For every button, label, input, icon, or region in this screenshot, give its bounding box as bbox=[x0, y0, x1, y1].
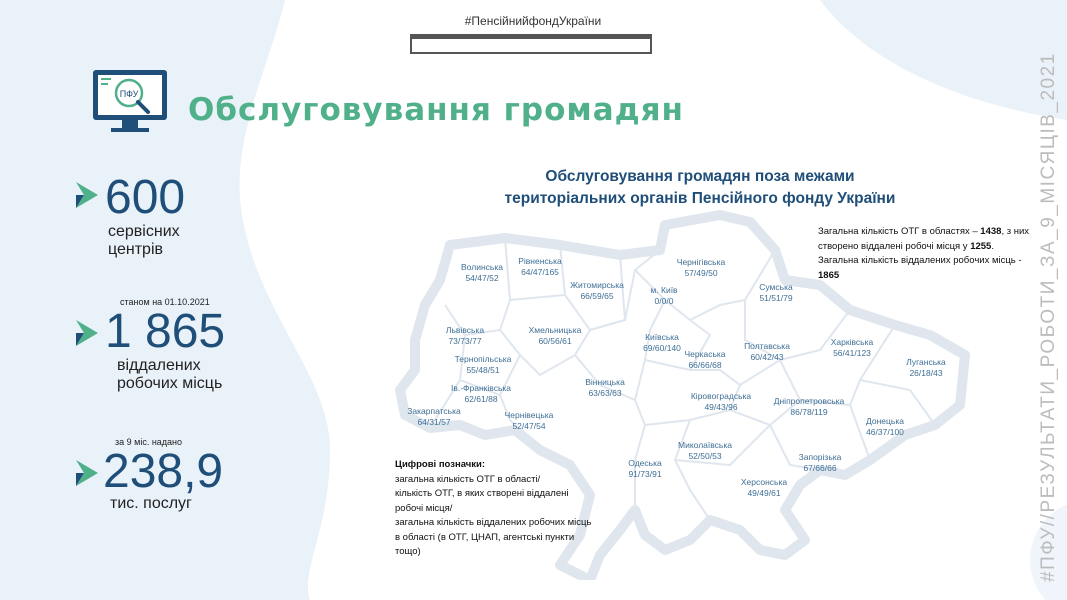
map-title-line: Обслуговування громадян поза межами bbox=[545, 168, 855, 185]
map-title bbox=[490, 166, 910, 210]
region-values: 49/49/61 bbox=[747, 487, 781, 498]
region-values: 63/63/63 bbox=[588, 387, 622, 398]
region-label bbox=[415, 325, 515, 346]
hashtag: #ПенсійнийфондУкраїни bbox=[464, 14, 602, 28]
stat-label: робочих місць bbox=[117, 375, 223, 392]
region-values: 54/47/52 bbox=[465, 272, 499, 283]
otg-total: 1438 bbox=[980, 226, 1002, 237]
region-name: м. Київ bbox=[650, 285, 678, 295]
info-text-part: . Загальна кількість віддалених робочих місць - bbox=[818, 240, 1022, 266]
region-values: 60/42/43 bbox=[750, 351, 784, 362]
region-name: Донецька bbox=[866, 416, 904, 426]
info-text bbox=[818, 225, 1033, 283]
region-values: 60/56/61 bbox=[538, 335, 572, 346]
region-values: 73/73/77 bbox=[448, 335, 482, 346]
region-values: 52/50/53 bbox=[688, 450, 722, 461]
region-label bbox=[555, 377, 655, 398]
region-name: Волинська bbox=[461, 262, 503, 272]
region-values: 26/18/43 bbox=[909, 367, 943, 378]
region-name: Київська bbox=[645, 332, 679, 342]
region-label bbox=[802, 337, 902, 358]
monitor-label: ПФУ bbox=[119, 89, 139, 99]
region-values: 86/78/119 bbox=[790, 406, 828, 417]
region-name: Львівська bbox=[445, 325, 485, 335]
region-name: Рівненська bbox=[518, 256, 562, 266]
region-name: Чернігівська bbox=[676, 257, 726, 267]
stat-note: за 9 міс. надано bbox=[115, 437, 183, 447]
chevron-right-icon bbox=[76, 318, 98, 348]
chevron-right-icon bbox=[76, 458, 98, 488]
map-title-line: територіальних органів Пенсійного фонду України bbox=[504, 190, 896, 207]
region-label bbox=[655, 349, 755, 370]
region-values: 49/43/96 bbox=[704, 401, 738, 412]
region-values: 91/73/91 bbox=[628, 468, 662, 479]
region-label bbox=[490, 256, 590, 277]
region-name: Харківська bbox=[830, 337, 874, 347]
header-bar bbox=[410, 34, 652, 54]
stat-value: 1 865 bbox=[105, 305, 226, 358]
region-values: 66/59/65 bbox=[580, 290, 614, 301]
info-text-part: , з них створено віддалені робочі місця у bbox=[818, 226, 1030, 252]
region-values: 0/0/0 bbox=[654, 295, 674, 306]
region-name: Закарпатська bbox=[407, 406, 461, 416]
region-label bbox=[595, 458, 695, 479]
region-name: Кіровоградська bbox=[690, 391, 752, 401]
region-values: 67/66/66 bbox=[803, 462, 837, 473]
region-label bbox=[876, 357, 976, 378]
region-name: Тернопільська bbox=[454, 354, 512, 364]
legend-line: загальна кількість віддалених робочих місць в області (в ОТГ, ЦНАП, агентські пункти тощо) bbox=[395, 517, 592, 557]
region-values: 62/61/88 bbox=[464, 393, 498, 404]
region-label bbox=[835, 416, 935, 437]
region-values: 69/60/140 bbox=[643, 342, 681, 353]
region-values: 57/49/50 bbox=[684, 267, 718, 278]
region-name: Ів.-Франківська bbox=[450, 383, 512, 393]
chevron-right-icon bbox=[76, 180, 98, 210]
region-label bbox=[431, 383, 531, 404]
region-values: 56/41/123 bbox=[833, 347, 871, 358]
legend bbox=[395, 458, 595, 560]
region-name: Черкаська bbox=[684, 349, 726, 359]
region-values: 52/47/54 bbox=[512, 420, 546, 431]
page-title: Обслуговування громадян bbox=[188, 92, 684, 128]
region-label bbox=[614, 285, 714, 306]
region-values: 55/48/51 bbox=[466, 364, 500, 375]
monitor-magnifier-icon bbox=[91, 68, 169, 138]
region-label bbox=[651, 257, 751, 278]
region-values: 66/66/68 bbox=[688, 359, 722, 370]
region-label bbox=[505, 325, 605, 346]
stat-label: віддалених bbox=[117, 357, 201, 374]
region-label bbox=[479, 410, 579, 431]
region-label bbox=[759, 396, 859, 417]
region-label bbox=[726, 282, 826, 303]
region-name: Одеська bbox=[628, 458, 662, 468]
legend-title: Цифрові позначки: bbox=[395, 459, 486, 470]
legend-line: загальна кількість ОТГ в області/ bbox=[395, 473, 541, 485]
region-name: Херсонська bbox=[740, 477, 788, 487]
region-name: Полтавська bbox=[744, 341, 790, 351]
stat-value: 238,9 bbox=[103, 445, 224, 498]
region-name: Луганська bbox=[906, 357, 946, 367]
region-name: Хмельницька bbox=[528, 325, 582, 335]
region-values: 64/47/165 bbox=[521, 266, 559, 277]
region-label bbox=[384, 406, 484, 427]
region-values: 64/31/57 bbox=[417, 416, 451, 427]
region-name: Миколаївська bbox=[678, 440, 732, 450]
workplaces-total: 1865 bbox=[818, 269, 840, 281]
region-label bbox=[714, 477, 814, 498]
legend-line: кількість ОТГ, в яких створені віддалені робочі місця/ bbox=[395, 488, 569, 514]
stat-label: тис. послуг bbox=[110, 495, 192, 512]
region-name: Житомирська bbox=[570, 280, 624, 290]
region-values: 46/37/100 bbox=[866, 426, 904, 437]
region-name: Вінницька bbox=[585, 377, 625, 387]
stat-label: центрів bbox=[108, 241, 163, 258]
region-values: 51/51/79 bbox=[759, 292, 793, 303]
vertical-hashtag: #ПФУ//РЕЗУЛЬТАТИ_РОБОТИ_ЗА_9_МІСЯЦІВ_2021 bbox=[1038, 52, 1059, 582]
region-name: Сумська bbox=[759, 282, 793, 292]
region-label bbox=[433, 354, 533, 375]
region-label bbox=[770, 452, 870, 473]
stat-note: станом на 01.10.2021 bbox=[120, 297, 210, 307]
otg-with-workplaces: 1255 bbox=[970, 240, 992, 252]
region-name: Запорізька bbox=[798, 452, 842, 462]
stat-value: 600 bbox=[105, 171, 186, 224]
region-name: Дніпропетровська bbox=[773, 396, 845, 406]
region-name: Чернівецька bbox=[504, 410, 554, 420]
stat-label: сервісних bbox=[108, 223, 180, 240]
region-label bbox=[671, 391, 771, 412]
info-text-part: Загальна кількість ОТГ в областях – bbox=[818, 226, 981, 237]
